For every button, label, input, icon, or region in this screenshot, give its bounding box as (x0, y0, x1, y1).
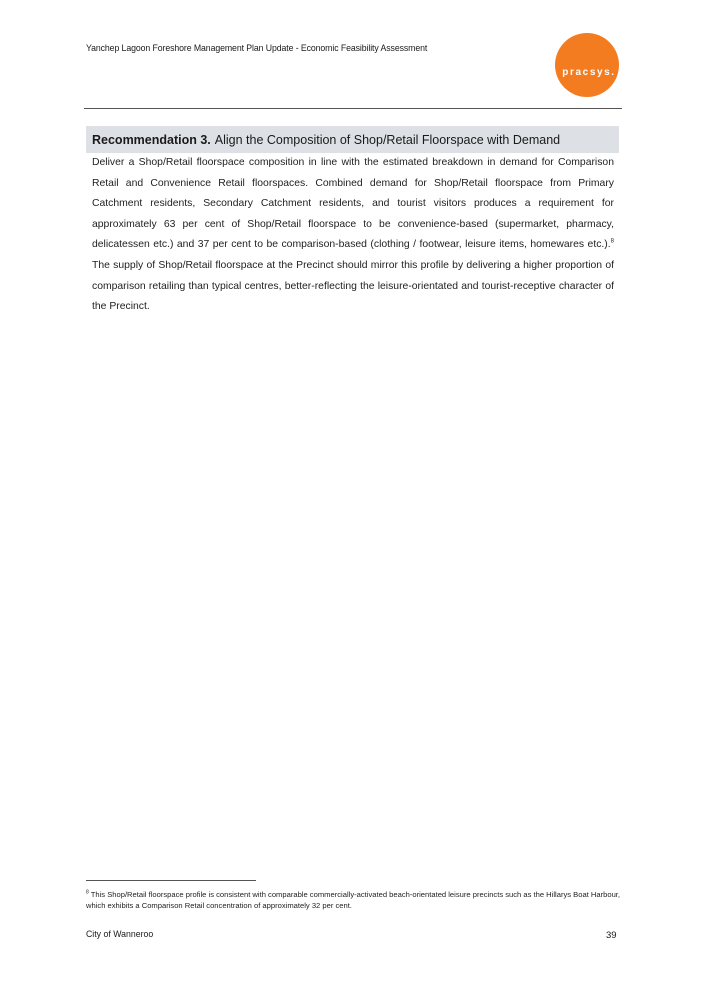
recommendation-label: Recommendation 3. (92, 132, 211, 147)
footnote-number: 8 (86, 889, 89, 896)
recommendation-title: Align the Composition of Shop/Retail Floorspace with Demand (214, 132, 561, 147)
footnote (86, 889, 622, 911)
body-paragraph (92, 153, 614, 318)
footnote-text: This Shop/Retail floorspace profile is consistent with comparable commercially-activated beach-orientated leisure precincts such as the Hillarys Boat Harbour, which exhibits a Comparison Retail concentration of approximately 32 per cent. (86, 890, 621, 910)
footnote-divider (86, 880, 256, 881)
pracsys-logo (555, 33, 619, 97)
document-header-title: Yanchep Lagoon Foreshore Management Plan Update - Economic Feasibility Assessment (86, 43, 428, 54)
footer-organization: City of Wanneroo (86, 929, 154, 940)
page-number: 39 (606, 930, 617, 941)
header-divider (84, 108, 622, 109)
logo-text: pracsys. (562, 66, 616, 78)
body-paragraph-part2: The supply of Shop/Retail floorspace at the Precinct should mirror this profile by delivering a higher proportion of comparison retailing than typical centres, better-reflecting the leisure-orientated and tourist-receptive character of the Precinct. (92, 259, 614, 313)
body-paragraph-part1: Deliver a Shop/Retail floorspace composition in line with the estimated breakdown in demand for Comparison Retail and Convenience Retail floorspaces. Combined demand for Shop/Retail floorspace from Primary Catchment residents, Secondary Catchment residents, and tourist visitors produces a requirement for approximately 63 per cent of Shop/Retail floorspace to be convenience-based (supermarket, pharmacy, delicatessen etc.) and 37 per cent to be comparison-based (clothing / footwear, leisure items, homewares etc.). (92, 157, 614, 251)
recommendation-heading (86, 126, 619, 153)
footnote-reference: 8 (610, 238, 614, 245)
